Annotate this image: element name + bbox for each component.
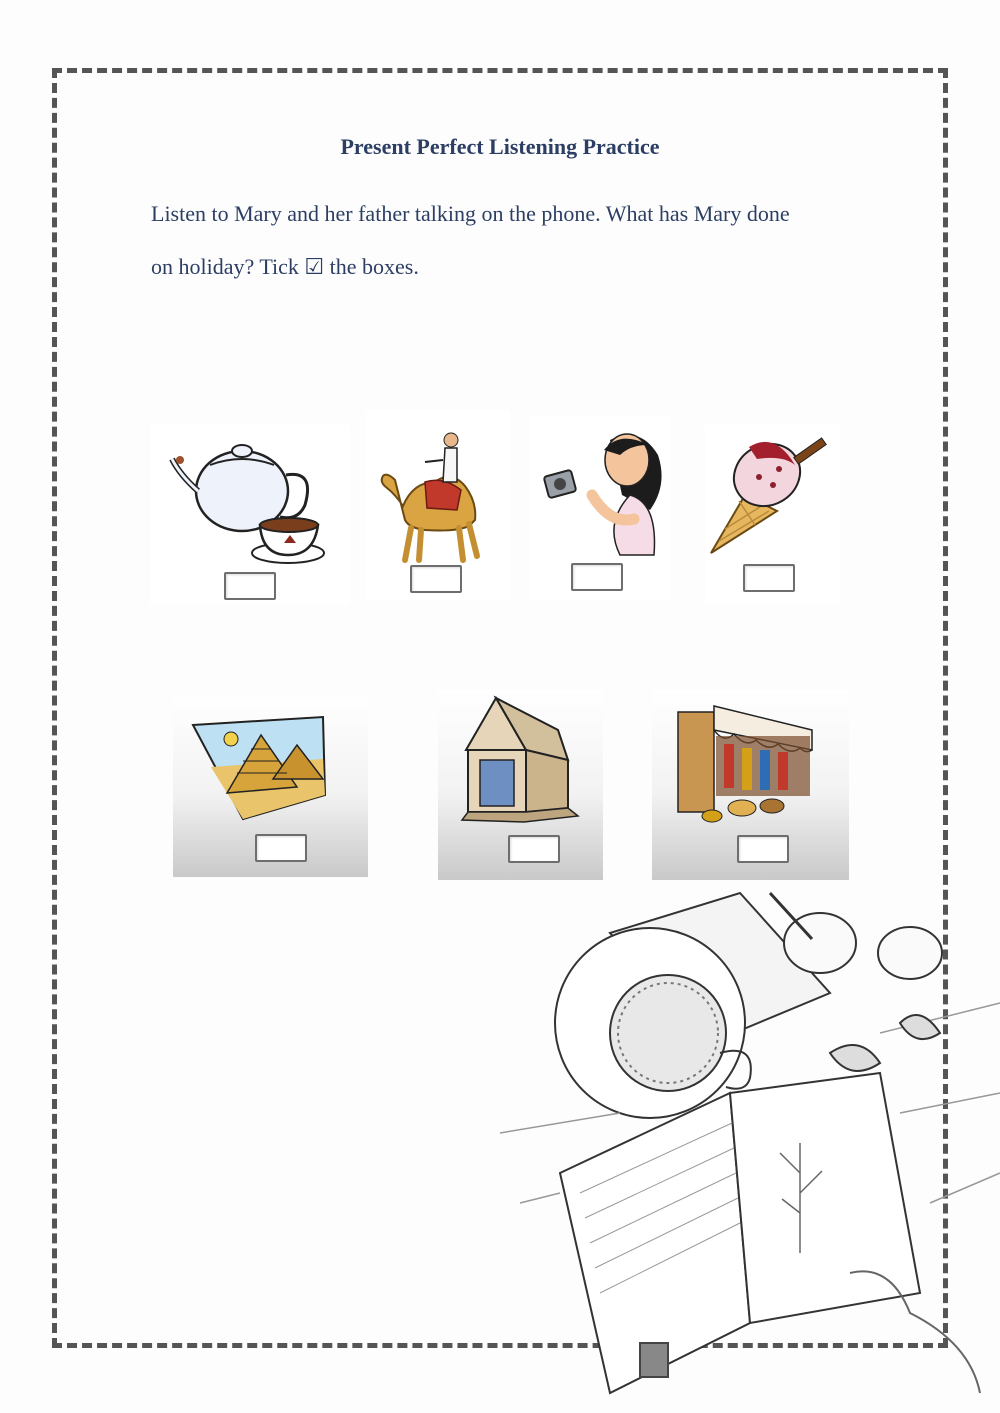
tick-box-museum[interactable] xyxy=(508,835,560,863)
item-card-camel xyxy=(365,410,510,600)
item-card-pyramids xyxy=(173,695,368,877)
worksheet-title: Present Perfect Listening Practice xyxy=(340,134,660,159)
item-card-ice-cream xyxy=(705,425,840,605)
coffee-notebook-sketch xyxy=(500,873,1000,1413)
tick-box-camel[interactable] xyxy=(410,565,462,593)
tick-box-girl-camera[interactable] xyxy=(571,563,623,591)
instruction-line-1: Listen to Mary and her father talking on the phone. What has Mary done xyxy=(151,201,790,226)
tick-box-pyramids[interactable] xyxy=(255,834,307,862)
item-card-teapot xyxy=(150,425,350,605)
instruction-line-2: on holiday? Tick ☑ the boxes. xyxy=(151,254,419,279)
item-card-market xyxy=(652,690,849,880)
item-card-museum xyxy=(438,690,603,880)
tick-box-ice-cream[interactable] xyxy=(743,564,795,592)
item-card-girl-camera xyxy=(530,415,670,600)
tick-box-market[interactable] xyxy=(737,835,789,863)
tick-box-teapot[interactable] xyxy=(224,572,276,600)
